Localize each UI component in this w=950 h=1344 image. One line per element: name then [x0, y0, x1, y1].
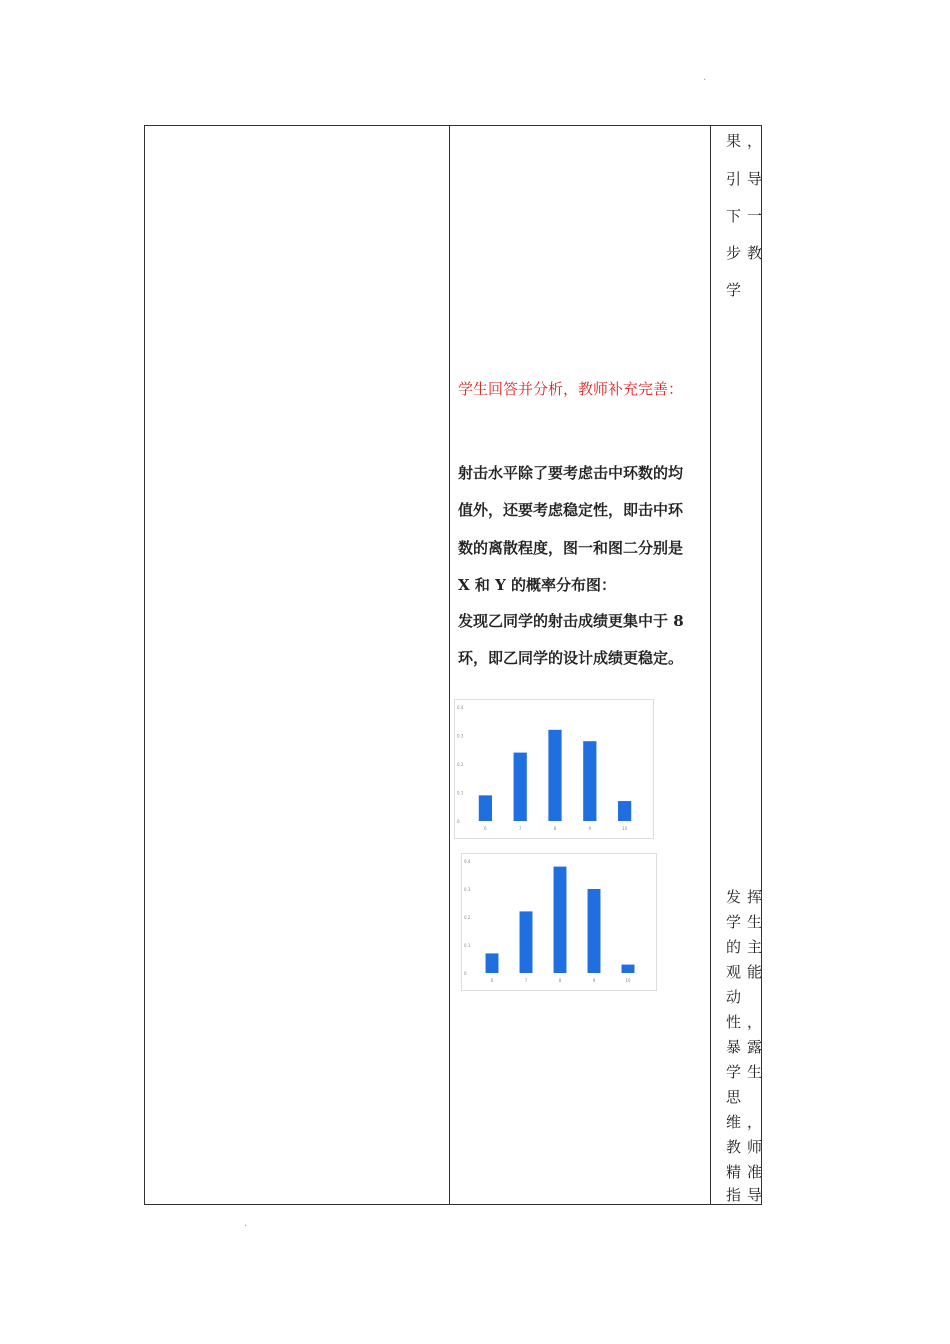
y-tick-label: 0.4: [457, 705, 464, 710]
y-tick-label: 0.3: [457, 733, 464, 739]
corner-mark: .: [703, 72, 707, 83]
analysis-line: 射击水平除了要考虑击中环数的均: [458, 464, 684, 482]
bar: [554, 867, 567, 973]
purpose-line: 精准: [726, 1163, 769, 1181]
purpose-line: 维，: [726, 1113, 769, 1131]
purpose-line: 教师: [726, 1138, 769, 1156]
x-tick-label: 7: [518, 826, 522, 831]
x-tick-label: 8: [553, 826, 557, 831]
chart-svg: [454, 699, 654, 839]
purpose-line: 学生: [726, 1063, 769, 1081]
purpose-line: 性，: [726, 1013, 769, 1031]
purpose-line: 学: [726, 281, 748, 299]
bar: [520, 911, 533, 973]
x-tick-label: 6: [490, 978, 494, 983]
bar: [479, 795, 492, 821]
x-tick-label: 6: [484, 826, 487, 831]
bar: [486, 953, 499, 973]
purpose-line: 引导: [726, 170, 769, 188]
x-tick-label: 10: [622, 826, 628, 831]
analysis-line: 数的离散程度，图一和图二分别是: [458, 539, 684, 557]
purpose-line: 学生: [726, 913, 769, 931]
bar: [618, 801, 631, 821]
y-tick-label: 0: [464, 971, 467, 976]
y-tick-label: 0.2: [457, 762, 464, 767]
distribution-chart-x: [454, 699, 654, 839]
purpose-line: 果，: [726, 132, 769, 150]
x-tick-label: 9: [588, 826, 592, 831]
x-tick-label: 8: [558, 978, 562, 983]
distribution-chart-y: [461, 853, 657, 991]
purpose-line: 发挥: [726, 888, 769, 906]
x-tick-label: 7: [524, 978, 528, 983]
x-tick-label: 9: [592, 978, 596, 983]
y-tick-label: 0.1: [457, 790, 464, 796]
bar: [588, 889, 601, 973]
analysis-line: 发现乙同学的射击成绩更集中于 8: [458, 612, 684, 630]
purpose-line: 观能: [726, 963, 769, 981]
bar: [622, 965, 635, 973]
y-tick-label: 0.1: [464, 943, 471, 948]
purpose-line: 动: [726, 988, 748, 1006]
lesson-table: [144, 125, 769, 1205]
purpose-line: 指导: [726, 1186, 769, 1204]
column-divider: [449, 126, 450, 1204]
chart-svg: [461, 853, 657, 991]
y-tick-label: 0.4: [464, 859, 471, 864]
y-tick-label: 0.2: [464, 915, 471, 920]
analysis-line: 值外，还要考虑稳定性，即击中环: [458, 501, 684, 519]
purpose-line: 思: [726, 1088, 748, 1106]
purpose-line: 步教: [726, 244, 769, 262]
bar: [548, 730, 561, 821]
column-divider: [710, 126, 711, 1204]
y-tick-label: 0: [457, 819, 460, 824]
bar: [583, 741, 596, 821]
purpose-line: 暴露: [726, 1038, 769, 1056]
corner-mark: .: [244, 1218, 248, 1229]
analysis-line: X 和 Y 的概率分布图：: [458, 576, 617, 594]
purpose-line: 下一: [726, 207, 769, 225]
analysis-line: 环，即乙同学的设计成绩更稳定。: [458, 649, 684, 667]
bar: [514, 753, 527, 821]
x-tick-label: 10: [625, 978, 631, 983]
student-activity-note: 学生回答并分析，教师补充完善：: [458, 380, 684, 398]
y-tick-label: 0.3: [464, 887, 471, 892]
purpose-line: 的主: [726, 938, 769, 956]
